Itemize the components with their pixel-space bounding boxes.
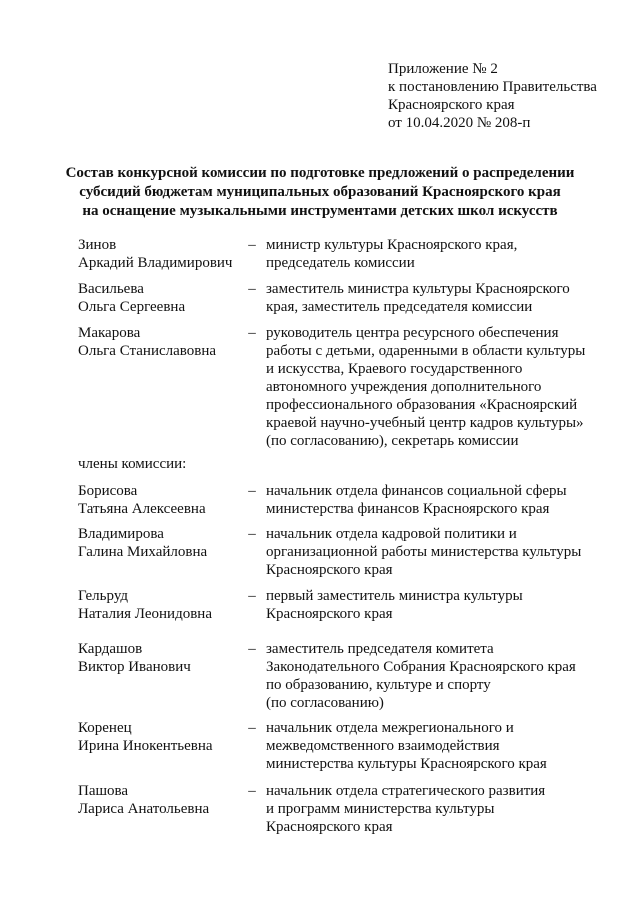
desc-line: Законодательного Собрания Красноярского края bbox=[266, 659, 576, 675]
given-name: Лариса Анатольевна bbox=[78, 801, 210, 817]
desc-line: руководитель центра ресурсного обеспечения bbox=[266, 325, 559, 341]
desc-line: начальник отдела кадровой политики и bbox=[266, 526, 517, 542]
appendix-line: Приложение № 2 bbox=[388, 61, 498, 77]
given-name: Галина Михайловна bbox=[78, 544, 208, 560]
person-name bbox=[78, 324, 243, 360]
desc-line: профессионального образования «Красноярский bbox=[266, 397, 578, 413]
surname: Владимирова bbox=[78, 526, 164, 542]
desc-line: начальник отдела стратегического развития bbox=[266, 783, 546, 799]
position-description bbox=[266, 236, 621, 272]
dash: – bbox=[248, 483, 256, 499]
surname: Макарова bbox=[78, 325, 141, 341]
given-name: Татьяна Алексеевна bbox=[78, 501, 206, 517]
desc-line: заместитель председателя комитета bbox=[266, 641, 494, 657]
desc-line: работы с детьми, одаренными в области культуры bbox=[266, 343, 586, 359]
person-name bbox=[78, 482, 243, 518]
desc-line: межведомственного взаимодействия bbox=[266, 738, 500, 754]
position-description bbox=[266, 482, 621, 518]
document-title bbox=[40, 164, 600, 221]
given-name: Ольга Сергеевна bbox=[78, 299, 186, 315]
surname: Коренец bbox=[78, 720, 132, 736]
dash: – bbox=[248, 641, 256, 657]
dash: – bbox=[248, 783, 256, 799]
given-name: Аркадий Владимирович bbox=[78, 255, 233, 271]
appendix-header bbox=[388, 60, 628, 132]
given-name: Ирина Инокентьевна bbox=[78, 738, 213, 754]
title-line: на оснащение музыкальными инструментами детских школ искусств bbox=[82, 203, 558, 219]
surname: Борисова bbox=[78, 483, 138, 499]
desc-line: (по согласованию), секретарь комиссии bbox=[266, 433, 519, 449]
dash: – bbox=[248, 325, 256, 341]
title-line: субсидий бюджетам муниципальных образований Красноярского края bbox=[79, 184, 561, 200]
desc-line: Красноярского края bbox=[266, 819, 393, 835]
dash: – bbox=[248, 237, 256, 253]
given-name: Виктор Иванович bbox=[78, 659, 191, 675]
person-name bbox=[78, 236, 243, 272]
position-description bbox=[266, 324, 621, 450]
given-name: Наталия Леонидовна bbox=[78, 606, 212, 622]
position-description bbox=[266, 782, 621, 836]
desc-line: Красноярского края bbox=[266, 606, 393, 622]
appendix-line: Красноярского края bbox=[388, 97, 515, 113]
desc-line: Красноярского края bbox=[266, 562, 393, 578]
surname: Зинов bbox=[78, 237, 117, 253]
desc-line: министерства финансов Красноярского края bbox=[266, 501, 550, 517]
desc-line: министр культуры Красноярского края, bbox=[266, 237, 518, 253]
position-description bbox=[266, 640, 621, 712]
surname: Васильева bbox=[78, 281, 144, 297]
surname: Гельруд bbox=[78, 588, 129, 604]
appendix-line: от 10.04.2020 № 208-п bbox=[388, 115, 531, 131]
desc-line: председатель комиссии bbox=[266, 255, 415, 271]
desc-line: края, заместитель председателя комиссии bbox=[266, 299, 533, 315]
person-name bbox=[78, 719, 243, 755]
dash: – bbox=[248, 720, 256, 736]
desc-line: и программ министерства культуры bbox=[266, 801, 495, 817]
person-name bbox=[78, 587, 243, 623]
dash: – bbox=[248, 281, 256, 297]
dash: – bbox=[248, 588, 256, 604]
person-name bbox=[78, 782, 243, 818]
desc-line: министерства культуры Красноярского края bbox=[266, 756, 547, 772]
desc-line: (по согласованию) bbox=[266, 695, 384, 711]
desc-line: автономного учреждения дополнительного bbox=[266, 379, 542, 395]
desc-line: по образованию, культуре и спорту bbox=[266, 677, 491, 693]
desc-line: организационной работы министерства культуры bbox=[266, 544, 582, 560]
title-line: Состав конкурсной комиссии по подготовке предложений о распределении bbox=[65, 165, 575, 181]
desc-line: начальник отдела финансов социальной сферы bbox=[266, 483, 567, 499]
appendix-line: к постановлению Правительства bbox=[388, 79, 597, 95]
desc-line: начальник отдела межрегионального и bbox=[266, 720, 514, 736]
surname: Пашова bbox=[78, 783, 129, 799]
dash: – bbox=[248, 526, 256, 542]
person-name bbox=[78, 640, 243, 676]
surname: Кардашов bbox=[78, 641, 143, 657]
desc-line: первый заместитель министра культуры bbox=[266, 588, 523, 604]
members-label: члены комиссии: bbox=[78, 456, 187, 472]
desc-line: и искусства, Краевого государственного bbox=[266, 361, 523, 377]
position-description bbox=[266, 280, 621, 316]
given-name: Ольга Станиславовна bbox=[78, 343, 217, 359]
desc-line: краевой научно-учебный центр кадров культуры» bbox=[266, 415, 584, 431]
position-description bbox=[266, 587, 621, 623]
position-description bbox=[266, 719, 621, 773]
person-name bbox=[78, 280, 243, 316]
position-description bbox=[266, 525, 621, 579]
desc-line: заместитель министра культуры Красноярского bbox=[266, 281, 570, 297]
person-name bbox=[78, 525, 243, 561]
